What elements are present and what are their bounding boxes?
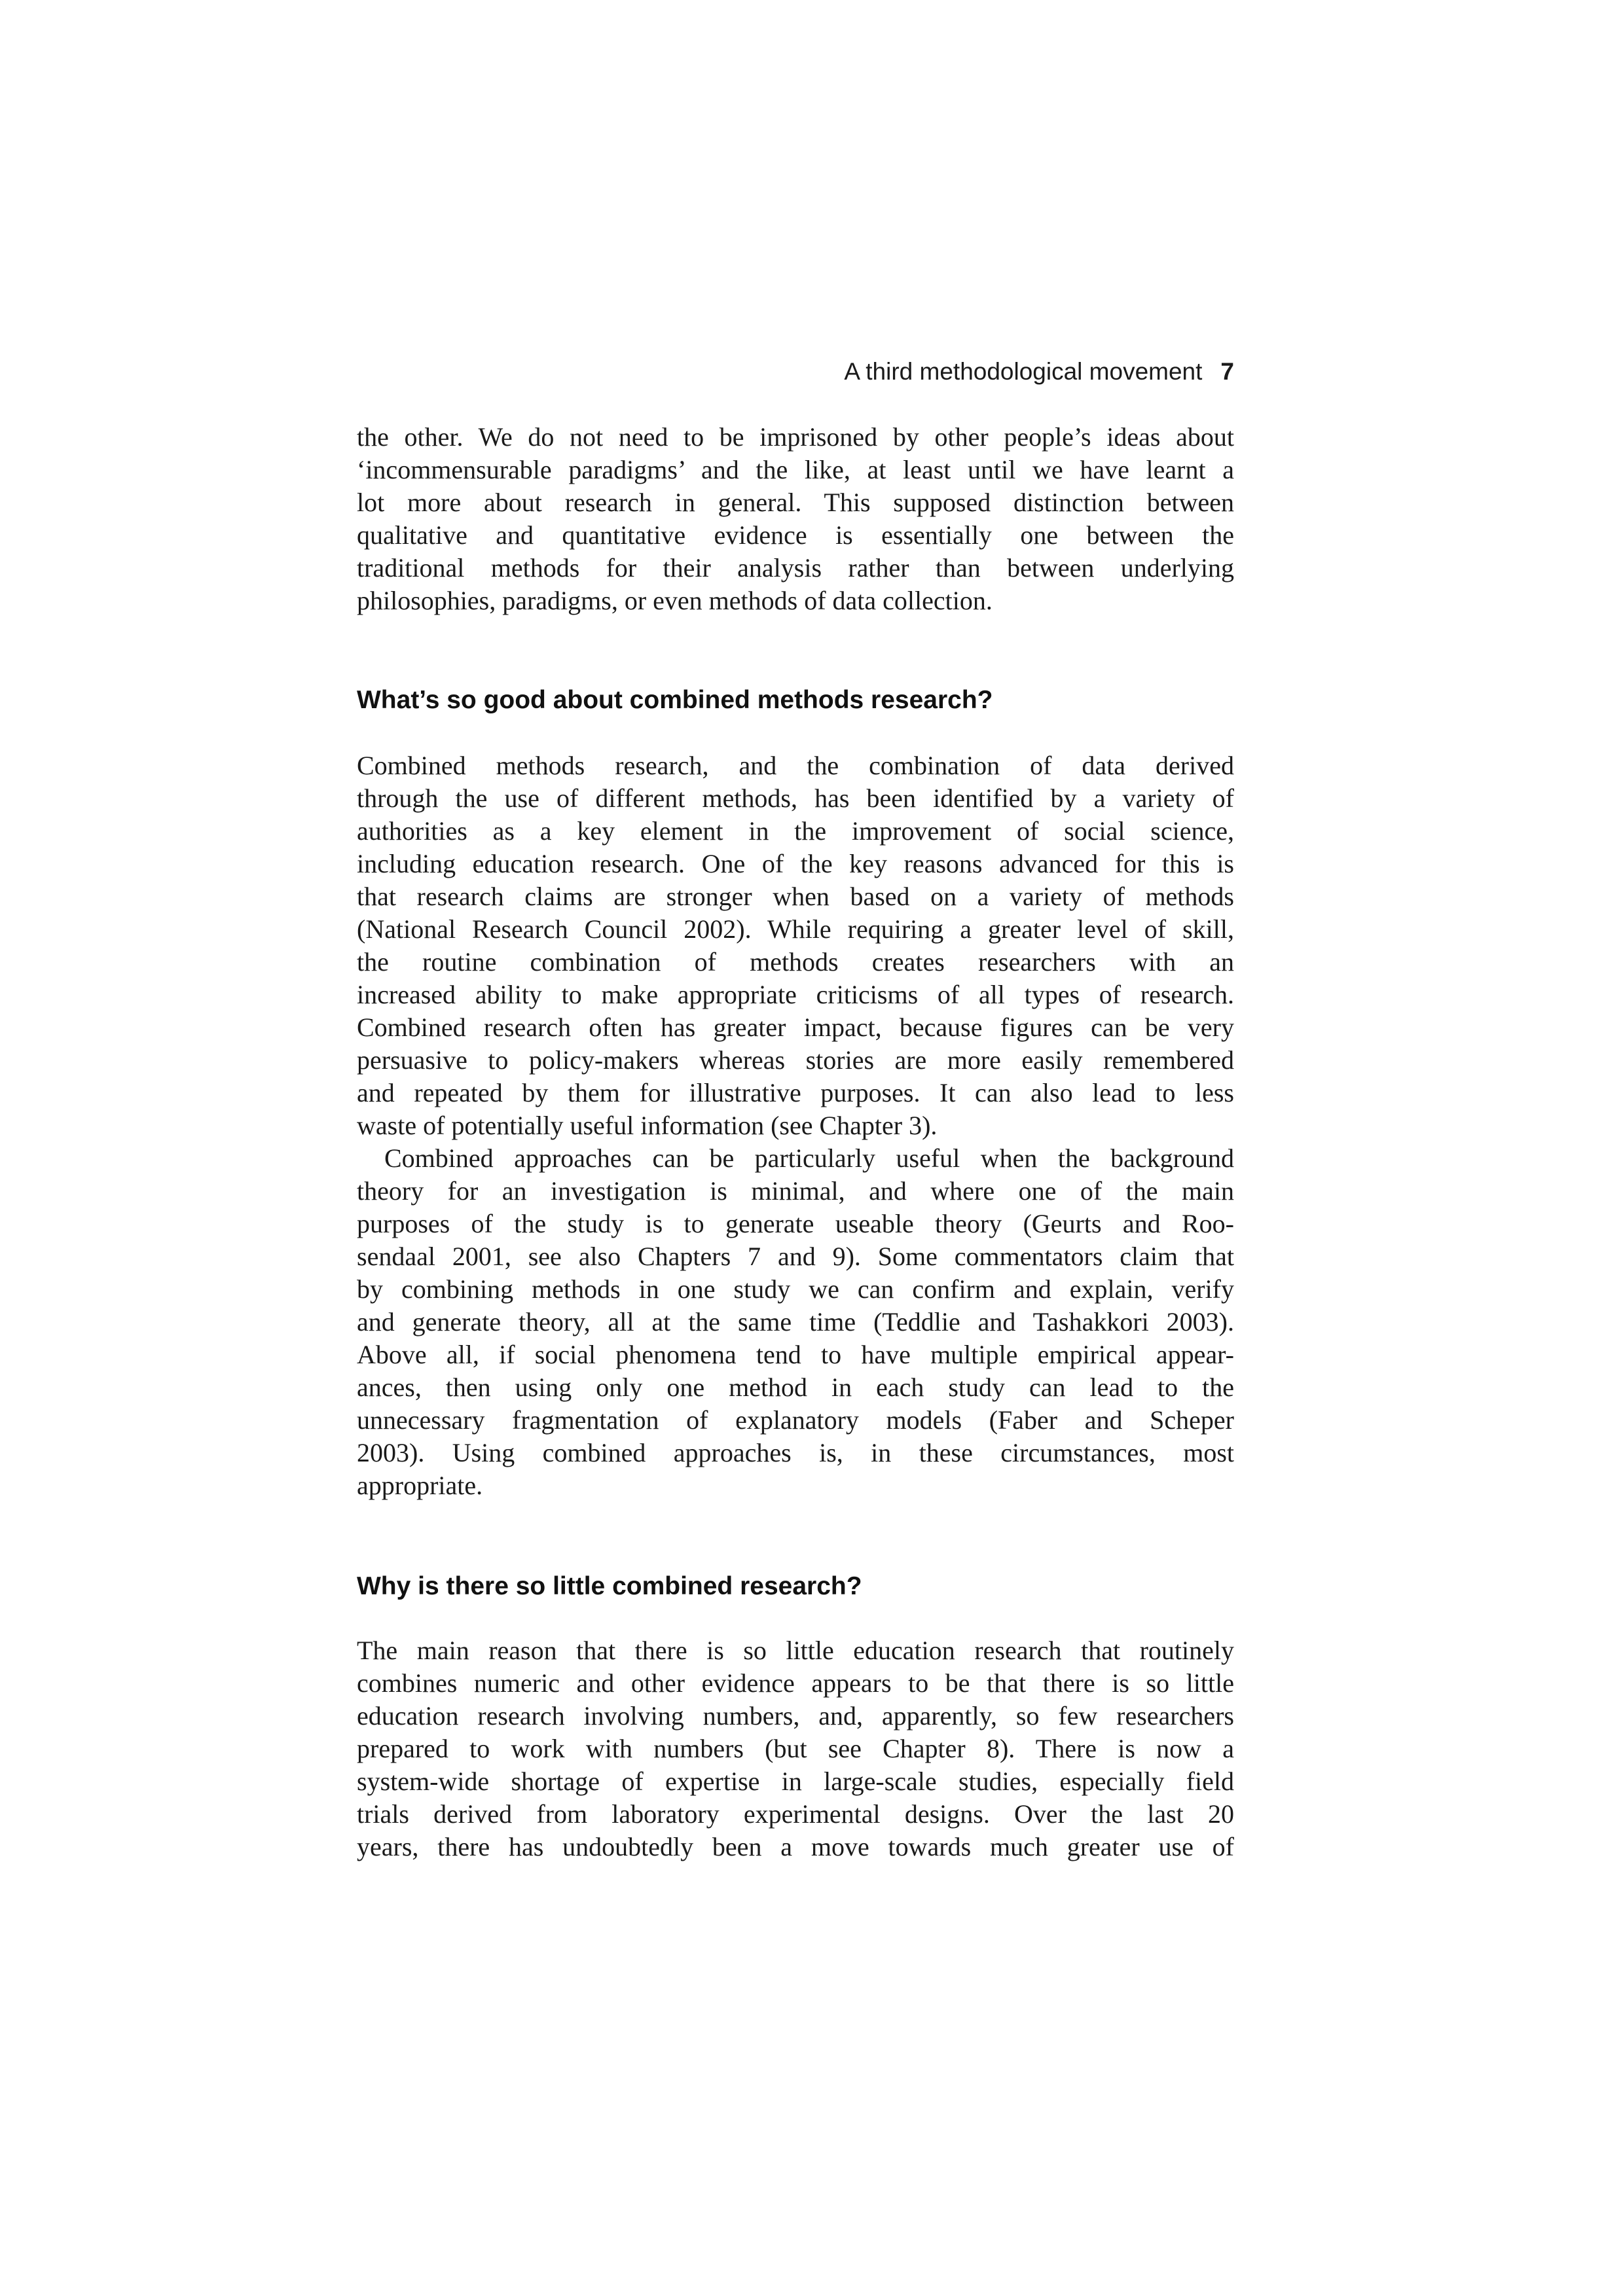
- text-line: including education research. One of the key reasons advanced for this is: [357, 849, 1234, 878]
- text-line: philosophies, paradigms, or even methods of data collection.: [357, 586, 993, 615]
- text-line: theory for an investigation is minimal, and where one of the main: [357, 1176, 1234, 1206]
- text-line: ‘incommensurable paradigms’ and the like, at least until we have learnt a: [357, 455, 1234, 484]
- text-line: Combined approaches can be particularly useful when the background: [384, 1143, 1234, 1173]
- text-line: The main reason that there is so little education research that routinely: [357, 1636, 1234, 1665]
- text-line: appropriate.: [357, 1471, 483, 1500]
- text-line: persuasive to policy-makers whereas stories are more easily remembered: [357, 1045, 1234, 1075]
- text-line: trials derived from laboratory experimental designs. Over the last 20: [357, 1799, 1234, 1829]
- page-number: 7: [1220, 358, 1234, 385]
- text-line: purposes of the study is to generate useable theory (Geurts and Roo-: [357, 1209, 1234, 1238]
- text-line: 2003). Using combined approaches is, in these circumstances, most: [357, 1438, 1234, 1467]
- section-heading-combined-methods: What’s so good about combined methods research?: [357, 686, 993, 714]
- section-heading-little-combined-research: Why is there so little combined research?: [357, 1572, 862, 1600]
- text-line: Combined methods research, and the combination of data derived: [357, 751, 1234, 780]
- text-line: by combining methods in one study we can confirm and explain, verify: [357, 1274, 1234, 1304]
- text-line: sendaal 2001, see also Chapters 7 and 9). Some commentators claim that: [357, 1242, 1234, 1271]
- text-line: combines numeric and other evidence appears to be that there is so little: [357, 1668, 1234, 1698]
- text-line: increased ability to make appropriate criticisms of all types of research.: [357, 980, 1234, 1009]
- text-line: (National Research Council 2002). While requiring a greater level of skill,: [357, 914, 1234, 944]
- running-head: [357, 352, 1234, 391]
- text-line: years, there has undoubtedly been a move towards much greater use of: [357, 1832, 1234, 1861]
- text-line: unnecessary fragmentation of explanatory models (Faber and Scheper: [357, 1405, 1234, 1435]
- text-line: and generate theory, all at the same time (Teddlie and Tashakkori 2003).: [357, 1307, 1234, 1336]
- little-combined-research-paragraph-1: [357, 1634, 1234, 1863]
- running-head-title: A third methodological movement: [844, 358, 1203, 385]
- text-line: through the use of different methods, has been identified by a variety of: [357, 783, 1234, 813]
- text-line: ances, then using only one method in each study can lead to the: [357, 1372, 1234, 1402]
- text-line: education research involving numbers, and, apparently, so few researchers: [357, 1701, 1234, 1731]
- text-line: the routine combination of methods creates researchers with an: [357, 947, 1234, 977]
- text-line: Combined research often has greater impact, because figures can be very: [357, 1013, 1234, 1042]
- combined-methods-paragraph-1: [357, 749, 1234, 1142]
- text-line: the other. We do not need to be imprisoned by other people’s ideas about: [357, 422, 1234, 452]
- text-line: that research claims are stronger when based on a variety of methods: [357, 882, 1234, 911]
- text-line: system-wide shortage of expertise in large-scale studies, especially field: [357, 1767, 1234, 1796]
- combined-methods-paragraph-2: [357, 1142, 1234, 1502]
- text-line: qualitative and quantitative evidence is essentially one between the: [357, 520, 1234, 550]
- text-line: prepared to work with numbers (but see Chapter 8). There is now a: [357, 1734, 1234, 1763]
- text-line: traditional methods for their analysis rather than between underlying: [357, 553, 1234, 583]
- text-line: Above all, if social phenomena tend to have multiple empirical appear-: [357, 1340, 1234, 1369]
- text-line: waste of potentially useful information (see Chapter 3).: [357, 1111, 938, 1140]
- text-line: and repeated by them for illustrative purposes. It can also lead to less: [357, 1078, 1234, 1107]
- text-line: lot more about research in general. This supposed distinction between: [357, 488, 1234, 517]
- text-line: authorities as a key element in the improvement of social science,: [357, 816, 1234, 846]
- intro-paragraph: [357, 421, 1234, 617]
